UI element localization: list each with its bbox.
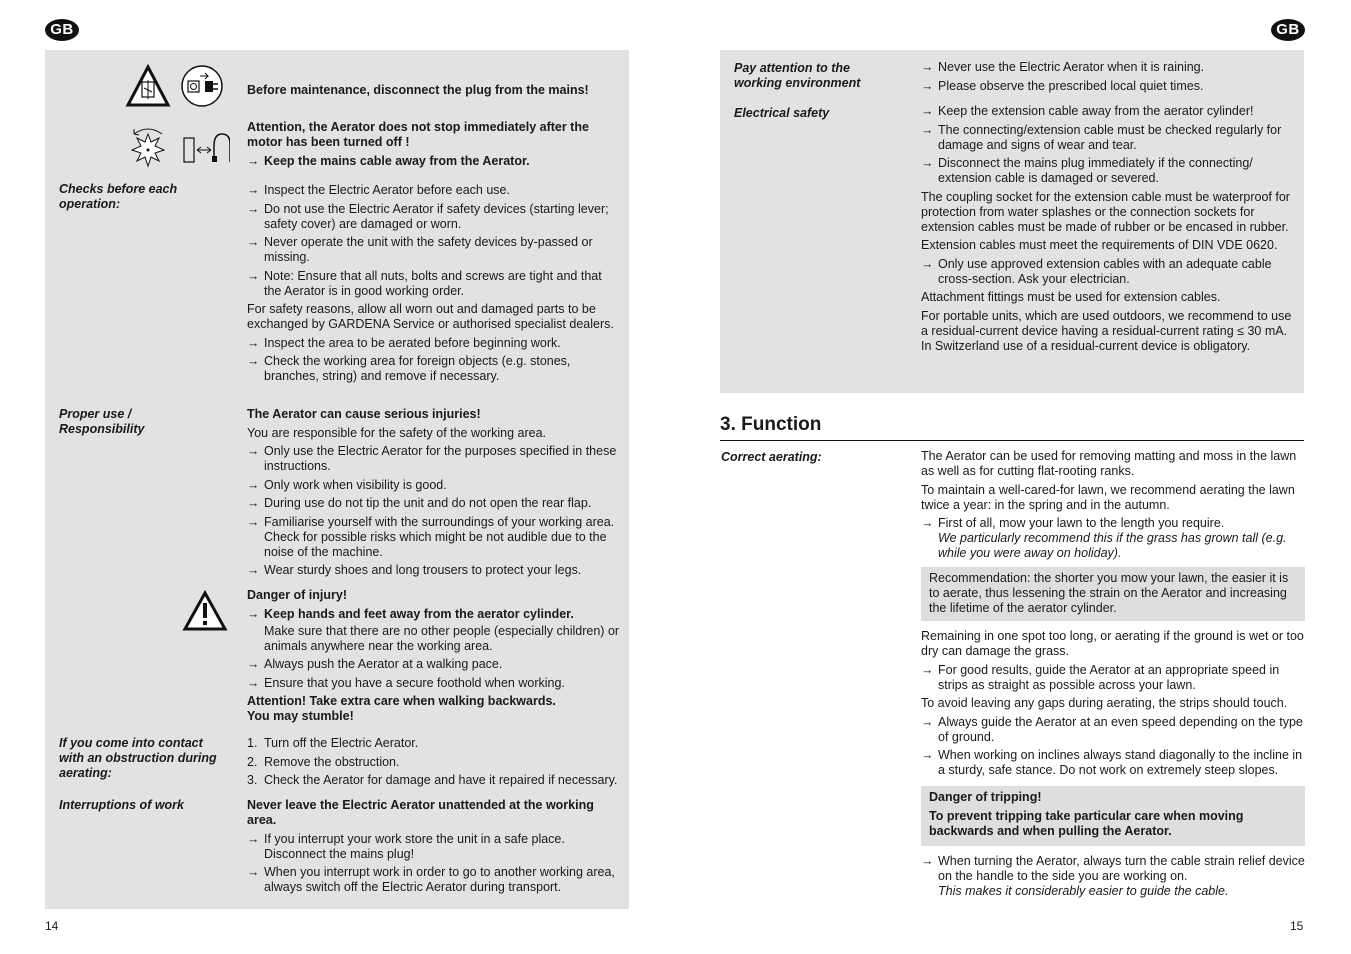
list-item: → Note: Ensure that all nuts, bolts and screws are tight and that the Aerator is in good working order.	[247, 269, 619, 299]
list-item: → When working on inclines always stand diagonally to the incline in a sturdy, safe stance. Do not work on extremely steep slopes.	[921, 748, 1305, 778]
electrical-block	[921, 104, 1295, 357]
proper-use-label: Proper use / Responsibility	[59, 407, 145, 436]
list-item: → Disconnect the mains plug immediately if the connecting/ extension cable is damaged or severed.	[921, 156, 1295, 186]
list-item: → The connecting/extension cable must be checked regularly for damage and signs of wear and tear.	[921, 123, 1295, 153]
function-paragraph: Remaining in one spot too long, or aerating if the ground is wet or too dry can damage the grass.	[921, 629, 1304, 658]
section-title: 3. Function	[720, 414, 822, 435]
attention-text: Attention! Take extra care when walking backwards. You may stumble!	[247, 694, 556, 723]
step-text: Check the Aerator for damage and have it repaired if necessary.	[264, 773, 618, 787]
list-item-text: First of all, mow your lawn to the length you require.	[938, 516, 1225, 530]
electrical-paragraph: For portable units, which are used outdoors, we recommend to use a residual-current device having a residual-current rating ≤ 30 mA. In Switzerland use of a residual-current device is obligatory.	[921, 308, 1292, 353]
step-item	[247, 755, 623, 770]
step-text: Remove the obstruction.	[264, 754, 400, 769]
page-number-right: 15	[1290, 919, 1304, 933]
keep-distance-icon	[182, 128, 230, 164]
danger-bold-item: → Keep hands and feet away from the aerator cylinder.	[247, 607, 621, 622]
list-item: → Inspect the area to be aerated before beginning work.	[247, 336, 619, 351]
proper-use-intro: You are responsible for the safety of the working area.	[247, 425, 547, 440]
step-item	[247, 773, 623, 788]
list-item: → For good results, guide the Aerator at an appropriate speed in strips as straight as possible across your lawn.	[921, 663, 1305, 693]
list-item: → Always guide the Aerator at an even speed depending on the type of ground.	[921, 715, 1305, 745]
checks-label: Checks before each operation:	[59, 182, 178, 211]
danger-block	[247, 588, 621, 728]
list-item: → Keep the extension cable away from the aerator cylinder!	[921, 104, 1295, 119]
checks-block	[247, 183, 619, 388]
electrical-paragraph: The coupling socket for the extension cable must be waterproof for protection from water splashes or the connection sockets for extension cables must be made of rubber or be encased in rubber.	[921, 189, 1290, 234]
warning-read-manual-icon	[125, 64, 171, 108]
list-item: → Please observe the prescribed local quiet times.	[921, 79, 1296, 94]
list-item: → Only work when visibility is good.	[247, 478, 619, 493]
step-text: Turn off the Electric Aerator.	[264, 736, 419, 750]
list-item: → When you interrupt work in order to go to another working area, always switch off the Electric Aerator during transport.	[247, 865, 617, 895]
unplug-icon	[180, 64, 224, 108]
step-number: 3.	[247, 773, 258, 787]
checks-paragraph: For safety reasons, allow all worn out and damaged parts to be exchanged by GARDENA Service or authorised specialist dealers.	[247, 302, 614, 331]
language-badge-left: GB	[45, 19, 79, 41]
list-item	[921, 854, 1305, 899]
interruptions-block	[247, 798, 617, 899]
proper-use-heading: The Aerator can cause serious injuries!	[247, 407, 481, 421]
list-item: → If you interrupt your work store the unit in a safe place. Disconnect the mains plug!	[247, 832, 617, 862]
step-number: 1.	[247, 736, 258, 750]
function-paragraph: To avoid leaving any gaps during aerating, the strips should touch.	[921, 696, 1288, 710]
list-item: → During use do not tip the unit and do not open the rear flap.	[247, 496, 619, 511]
aerator-warning	[247, 120, 617, 172]
list-item: → Ensure that you have a secure foothold when working.	[247, 676, 621, 691]
obstruction-label: If you come into contact with an obstruction during aerating:	[59, 736, 217, 780]
list-item: → Wear sturdy shoes and long trousers to protect your legs.	[247, 563, 619, 578]
environment-label: Pay attention to the working environment	[734, 61, 861, 90]
tripping-text: To prevent tripping take particular care when moving backwards and when pulling the Aerator.	[929, 808, 1244, 838]
list-item: → Always push the Aerator at a walking pace.	[247, 657, 621, 672]
list-item-italic: This makes it considerably easier to guide the cable.	[938, 884, 1229, 898]
list-item: → Never use the Electric Aerator when it is raining.	[921, 60, 1296, 75]
danger-sub-text: Make sure that there are no other people (especially children) or animals anywhere near the working area.	[264, 623, 620, 653]
list-item: → Familiarise yourself with the surroundings of your working area. Check for possible risks which might be not audible due to the noise of the machine.	[247, 515, 619, 560]
list-item: → Check the working area for foreign objects (e.g. stones, branches, string) and remove if necessary.	[247, 354, 619, 384]
list-item: → Only use the Electric Aerator for the purposes specified in these instructions.	[247, 444, 619, 474]
recommendation-box: Recommendation: the shorter you mow your lawn, the easier it is to aerate, thus lessening the strain on the Aerator and increasing the lifetime of the aerator cylinder.	[921, 567, 1305, 621]
function-paragraph: To maintain a well-cared-for lawn, we recommend aerating the lawn twice a year: in the spring and in the autumn.	[921, 482, 1295, 512]
language-badge-right: GB	[1271, 19, 1305, 41]
environment-block	[921, 60, 1296, 97]
correct-aerating-label: Correct aerating:	[721, 450, 822, 464]
list-item: → Never operate the unit with the safety devices by-passed or missing.	[247, 235, 619, 265]
danger-warning-icon	[182, 590, 228, 632]
electrical-paragraph: Extension cables must meet the requirements of DIN VDE 0620.	[921, 238, 1278, 252]
list-item	[921, 516, 1305, 561]
tripping-box	[921, 786, 1305, 846]
list-item: → Do not use the Electric Aerator if safety devices (starting lever; safety cover) are damaged or worn.	[247, 202, 619, 232]
maintenance-warning: Before maintenance, disconnect the plug from the mains!	[247, 83, 589, 97]
step-number: 2.	[247, 754, 258, 769]
electrical-paragraph: Attachment fittings must be used for extension cables.	[921, 290, 1221, 304]
obstruction-steps	[247, 736, 623, 792]
step-item	[247, 736, 623, 751]
list-item: → Only use approved extension cables with an adequate cable cross-section. Ask your electrician.	[921, 257, 1295, 287]
section-rule	[720, 440, 1304, 441]
function-paragraph: The Aerator can be used for removing matting and moss in the lawn as well as for cutting flat-rooting ranks.	[921, 449, 1297, 478]
interruptions-label: Interruptions of work	[59, 798, 184, 812]
list-item-italic: We particularly recommend this if the grass has grown tall (e.g. while you were away on holiday).	[938, 531, 1287, 560]
rotating-blade-icon	[126, 124, 170, 170]
tripping-heading: Danger of tripping!	[929, 790, 1042, 804]
mains-cable-warning: → Keep the mains cable away from the Aerator.	[247, 154, 617, 169]
danger-heading: Danger of injury!	[247, 588, 348, 602]
interruptions-heading: Never leave the Electric Aerator unattended at the working area.	[247, 798, 594, 827]
list-item-text: When turning the Aerator, always turn the cable strain relief device on the handle to the side you are working on.	[938, 854, 1305, 883]
electrical-label: Electrical safety	[734, 106, 830, 120]
page-number-left: 14	[45, 919, 59, 933]
proper-use-block	[247, 407, 619, 582]
function-block	[921, 449, 1305, 903]
list-item: → Inspect the Electric Aerator before each use.	[247, 183, 619, 198]
aerator-stop-warning: Attention, the Aerator does not stop immediately after the motor has been turned off !	[247, 120, 589, 149]
